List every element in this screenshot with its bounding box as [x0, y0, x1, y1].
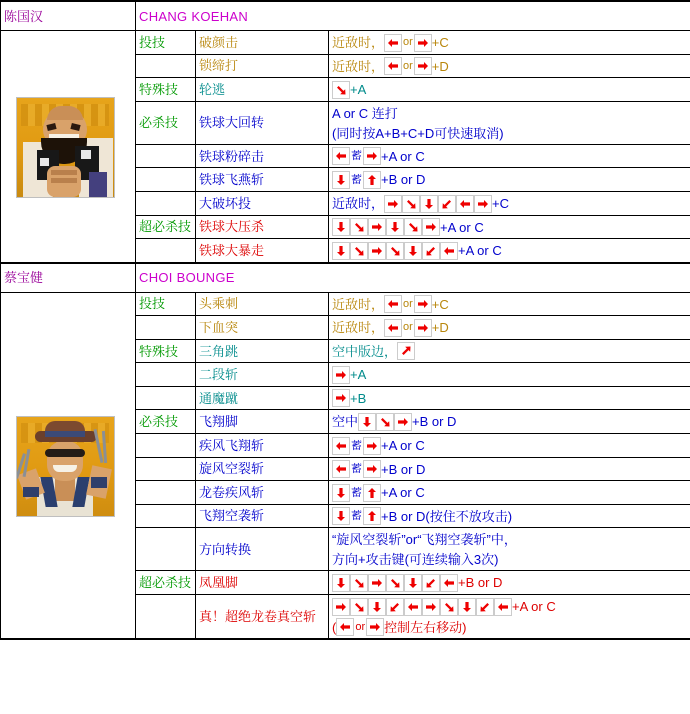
move-category: 必杀技	[136, 410, 196, 434]
arrow-left-icon	[332, 147, 350, 165]
command-text: +B or D	[381, 461, 426, 477]
arrow-downright-icon	[350, 574, 368, 592]
move-category	[136, 457, 196, 481]
choi-bounge-portrait	[16, 416, 115, 517]
move-command	[329, 457, 690, 481]
arrow-right-icon	[368, 242, 386, 260]
command-text: A or C 连打	[332, 105, 398, 121]
move-name: 铁球大压杀	[196, 215, 329, 239]
character-portrait-cell	[1, 292, 136, 639]
move-name: 轮逃	[196, 78, 329, 102]
arrow-right-icon	[414, 295, 432, 313]
arrow-up-icon	[363, 507, 381, 525]
command-text: 近敌时，	[332, 35, 385, 51]
arrow-down-icon	[332, 507, 350, 525]
command-text: +A	[350, 367, 367, 383]
move-name: 真！超绝龙卷真空斩	[196, 594, 329, 639]
command-text: +C	[431, 35, 449, 51]
arrow-up-icon	[363, 171, 381, 189]
arrow-right-icon	[363, 460, 381, 478]
move-command	[329, 481, 690, 505]
command-text: 方向+攻击键(可连续输入3次)	[332, 552, 499, 568]
arrow-downleft-icon	[438, 195, 456, 213]
arrow-up-icon	[363, 484, 381, 502]
arrow-right-icon	[394, 413, 412, 431]
arrow-downleft-icon	[476, 598, 494, 616]
move-category: 超必杀技	[136, 215, 196, 239]
move-command	[329, 410, 690, 434]
arrow-left-icon	[494, 598, 512, 616]
command-text: 空中	[332, 414, 359, 430]
move-command	[329, 594, 690, 639]
move-name: 疾风飞翔斩	[196, 434, 329, 458]
arrow-left-icon	[404, 598, 422, 616]
arrow-down-icon	[332, 218, 350, 236]
arrow-right-icon	[332, 366, 350, 384]
move-name: 铁球粉碎击	[196, 144, 329, 168]
move-category: 特殊技	[136, 339, 196, 363]
command-text: 近敌时，	[332, 58, 385, 74]
command-text: +B or D	[412, 414, 457, 430]
move-command	[329, 54, 690, 78]
or-separator: or	[355, 620, 366, 633]
move-command	[329, 191, 690, 215]
move-name: 二段斩	[196, 363, 329, 387]
arrow-down-icon	[420, 195, 438, 213]
arrow-right-icon	[422, 218, 440, 236]
move-category	[136, 528, 196, 571]
move-command	[329, 101, 690, 144]
move-name: 铁球大暴走	[196, 239, 329, 263]
move-category	[136, 191, 196, 215]
or-separator: or	[403, 59, 413, 72]
move-category	[136, 316, 196, 340]
arrow-downright-icon	[350, 218, 368, 236]
move-command	[329, 144, 690, 168]
move-command	[329, 316, 690, 340]
move-command	[329, 386, 690, 410]
arrow-right-icon	[366, 618, 384, 636]
arrow-right-icon	[384, 195, 402, 213]
move-name: 下血突	[196, 316, 329, 340]
character-name-romaji: CHOI BOUNGE	[136, 263, 690, 293]
move-category: 投技	[136, 292, 196, 316]
arrow-downright-icon	[386, 574, 404, 592]
move-category	[136, 594, 196, 639]
move-command	[329, 528, 690, 571]
move-name: 飞翔空袭斩	[196, 504, 329, 528]
move-command	[329, 239, 690, 263]
command-text: +B or D	[458, 575, 503, 591]
charge-indicator: 蓄	[351, 486, 362, 499]
move-category: 超必杀技	[136, 571, 196, 595]
arrow-down-icon	[368, 598, 386, 616]
move-category	[136, 239, 196, 263]
arrow-right-icon	[332, 389, 350, 407]
move-row	[1, 292, 690, 316]
charge-indicator: 蓄	[351, 439, 362, 452]
arrow-right-icon	[363, 147, 381, 165]
command-text: 近敌时，	[332, 320, 385, 336]
arrow-downright-icon	[440, 598, 458, 616]
arrow-down-icon	[332, 574, 350, 592]
character-name-romaji: CHANG KOEHAN	[136, 1, 690, 31]
arrow-down-icon	[404, 574, 422, 592]
arrow-down-icon	[358, 413, 376, 431]
move-category	[136, 363, 196, 387]
move-command	[329, 168, 690, 192]
command-text: “旋风空裂斩”or“飞翔空袭斩”中，	[332, 532, 517, 548]
move-category: 必杀技	[136, 101, 196, 144]
character-header-row	[1, 263, 690, 293]
arrow-left-icon	[384, 57, 402, 75]
arrow-down-icon	[404, 242, 422, 260]
move-name: 铁球飞燕斩	[196, 168, 329, 192]
command-text: +A or C	[381, 485, 425, 501]
move-category	[136, 168, 196, 192]
arrow-right-icon	[363, 437, 381, 455]
arrow-downleft-icon	[422, 242, 440, 260]
charge-indicator: 蓄	[351, 510, 362, 523]
charge-indicator: 蓄	[351, 463, 362, 476]
command-text: +C	[492, 196, 509, 211]
move-category: 特殊技	[136, 78, 196, 102]
move-category	[136, 386, 196, 410]
arrow-downleft-icon	[386, 598, 404, 616]
move-name: 龙卷疾风斩	[196, 481, 329, 505]
command-text: 控制左右移动)	[384, 619, 467, 635]
command-list-body	[1, 1, 690, 639]
arrow-down-icon	[386, 218, 404, 236]
command-text: +A or C	[381, 148, 425, 164]
move-name: 旋风空裂斩	[196, 457, 329, 481]
arrow-downright-icon	[350, 598, 368, 616]
arrow-right-icon	[414, 34, 432, 52]
character-name-cn: 蔡宝健	[1, 263, 136, 293]
arrow-right-icon	[474, 195, 492, 213]
charge-indicator: 蓄	[351, 150, 362, 163]
command-text: +B	[350, 390, 367, 406]
character-portrait-cell	[1, 31, 136, 263]
arrow-right-icon	[368, 218, 386, 236]
arrow-downright-icon	[402, 195, 420, 213]
move-command	[329, 571, 690, 595]
or-separator: or	[403, 297, 413, 310]
move-name: 通魔蹴	[196, 386, 329, 410]
arrow-left-icon	[332, 437, 350, 455]
move-name: 铁球大回转	[196, 101, 329, 144]
character-header-row	[1, 1, 690, 31]
arrow-downleft-icon	[422, 574, 440, 592]
arrow-downright-icon	[404, 218, 422, 236]
command-text: 空中版边，	[332, 343, 398, 359]
arrow-down-icon	[332, 171, 350, 189]
move-category: 投技	[136, 31, 196, 55]
move-command	[329, 504, 690, 528]
arrow-down-icon	[332, 242, 350, 260]
arrow-downright-icon	[376, 413, 394, 431]
command-text: 近敌时，	[332, 196, 385, 211]
command-text: +B or D	[381, 172, 426, 188]
command-text: +A	[350, 82, 367, 98]
arrow-down-icon	[458, 598, 476, 616]
move-name: 大破坏投	[196, 191, 329, 215]
arrow-right-icon	[368, 574, 386, 592]
command-text: +A or C	[440, 219, 484, 235]
arrow-right-icon	[422, 598, 440, 616]
command-text: +D	[431, 320, 449, 336]
move-category	[136, 481, 196, 505]
command-text: (同时按A+B+C+D可快速取消)	[332, 125, 504, 141]
arrow-left-icon	[440, 242, 458, 260]
move-name: 锁缔打	[196, 54, 329, 78]
move-command	[329, 78, 690, 102]
arrow-downright-icon	[350, 242, 368, 260]
move-command	[329, 31, 690, 55]
move-name: 凤凰脚	[196, 571, 329, 595]
arrow-left-icon	[332, 460, 350, 478]
move-command	[329, 292, 690, 316]
command-text: +A or C	[458, 243, 502, 259]
arrow-left-icon	[384, 319, 402, 337]
arrow-left-icon	[384, 34, 402, 52]
arrow-upright-icon	[397, 342, 415, 360]
arrow-downright-icon	[386, 242, 404, 260]
arrow-right-icon	[332, 598, 350, 616]
move-name: 方向转换	[196, 528, 329, 571]
character-name-cn: 陈国汉	[1, 1, 136, 31]
arrow-downright-icon	[332, 81, 350, 99]
or-separator: or	[403, 321, 413, 334]
move-name: 头乘刺	[196, 292, 329, 316]
command-text: +A or C	[381, 438, 425, 454]
arrow-left-icon	[384, 295, 402, 313]
move-category	[136, 54, 196, 78]
charge-indicator: 蓄	[351, 173, 362, 186]
arrow-left-icon	[336, 618, 354, 636]
command-text: +A or C	[512, 599, 556, 614]
move-command	[329, 215, 690, 239]
arrow-left-icon	[440, 574, 458, 592]
move-category	[136, 144, 196, 168]
move-command	[329, 363, 690, 387]
move-name: 飞翔脚	[196, 410, 329, 434]
arrow-down-icon	[332, 484, 350, 502]
or-separator: or	[403, 36, 413, 49]
arrow-right-icon	[414, 319, 432, 337]
command-text: 近敌时，	[332, 296, 385, 312]
move-name: 三角跳	[196, 339, 329, 363]
command-text: (	[332, 619, 337, 635]
arrow-left-icon	[456, 195, 474, 213]
command-text: +D	[431, 58, 449, 74]
move-command	[329, 434, 690, 458]
chang-koehan-portrait	[16, 97, 115, 198]
move-category	[136, 504, 196, 528]
move-name: 破颜击	[196, 31, 329, 55]
move-category	[136, 434, 196, 458]
arrow-right-icon	[414, 57, 432, 75]
command-text: +C	[431, 296, 449, 312]
command-text: +B or D(按住不放攻击)	[381, 508, 513, 524]
move-row	[1, 31, 690, 55]
move-command	[329, 339, 690, 363]
